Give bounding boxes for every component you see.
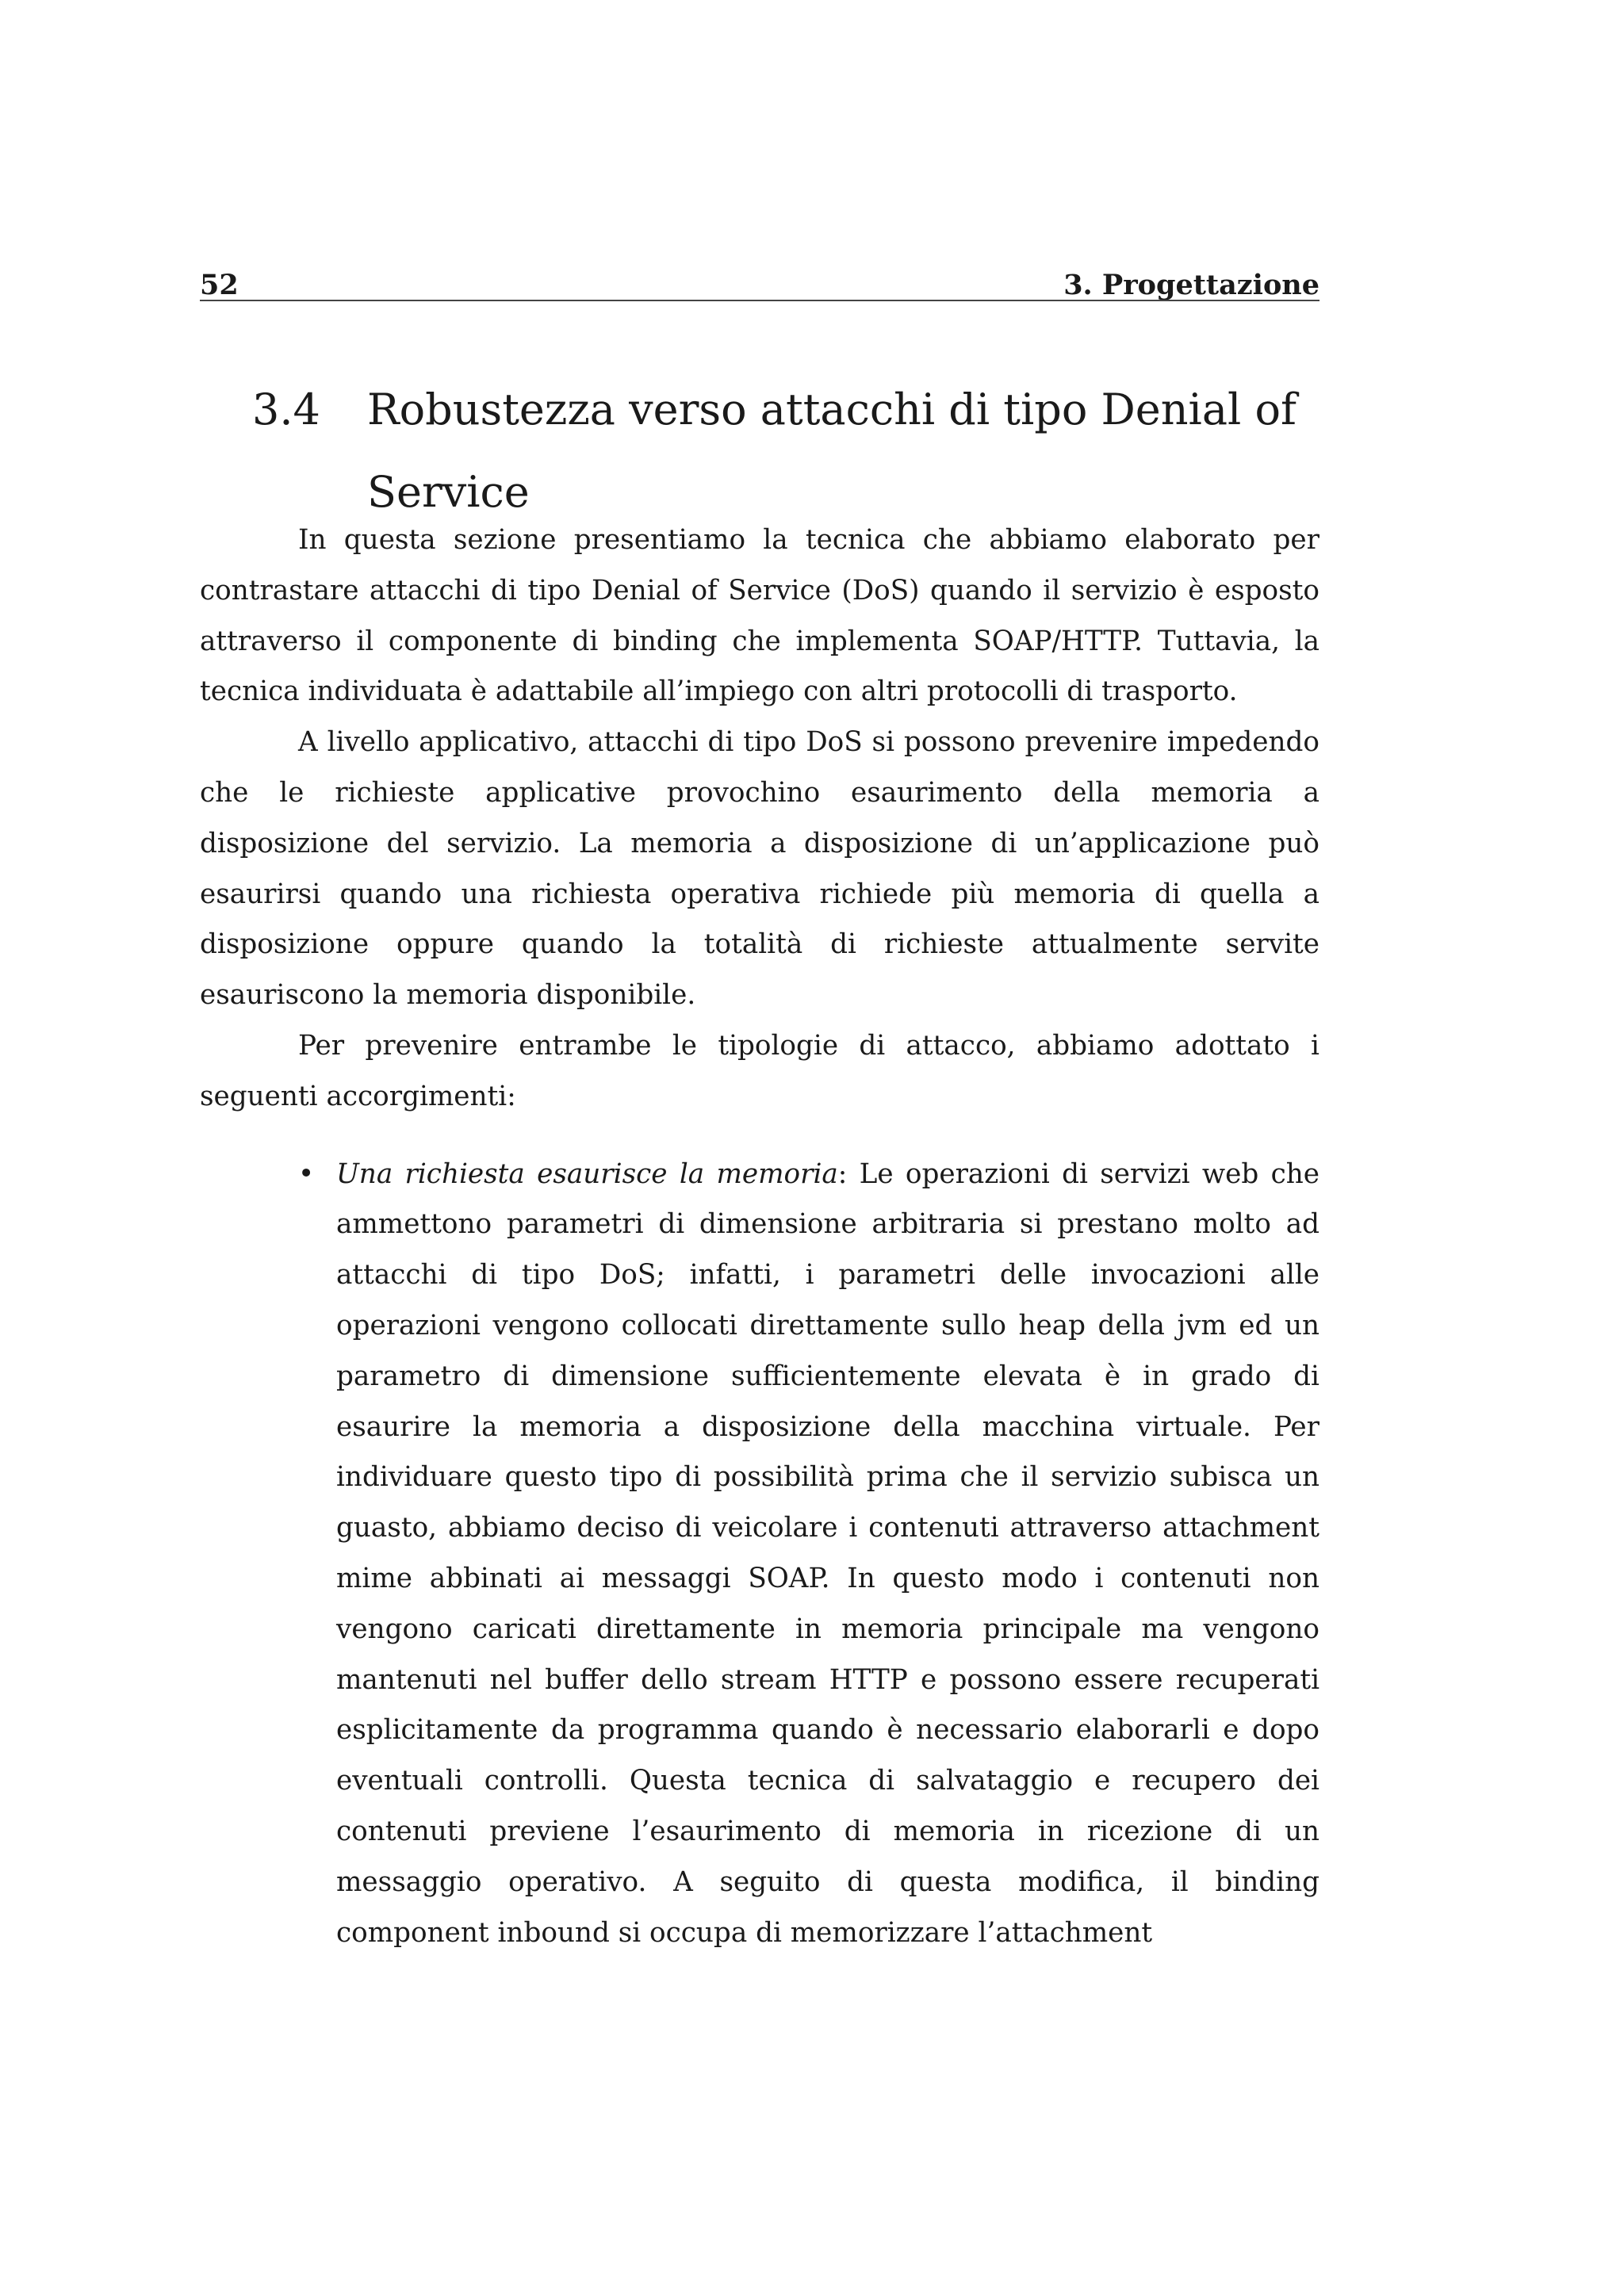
running-header [200, 260, 1320, 301]
bullet-icon: • [298, 1158, 315, 1190]
body-text [200, 515, 1320, 1958]
section-heading [252, 369, 1320, 534]
bullet-list [200, 1150, 1320, 1959]
paragraph-1: In questa sezione presentiamo la tecnica che abbiamo elaborato per contrastare attacchi di tipo Denial of Service (DoS) quando il servizio è esposto attraverso il componente di binding che implementa SOAP/HTTP. Tuttavia, la tecnica individuata è adattabile all’impiego con altri protocolli di trasporto. [200, 524, 1320, 708]
page-number: 52 [200, 269, 239, 301]
list-item-label: Una richiesta esaurisce la memoria [336, 1158, 838, 1190]
section-title: Robustezza verso attacchi di tipo Denial of Service [367, 384, 1297, 517]
document-page [200, 0, 1320, 2296]
list-item [200, 1150, 1320, 1959]
chapter-title: 3. Progettazione [1063, 269, 1320, 301]
list-item-text: : Le operazioni di servizi web che ammettono parametri di dimensione arbitraria si prestano molto ad attacchi di tipo DoS; infatti, i parametri delle invocazioni alle operazioni vengono collocati direttamente sullo heap della jvm ed un parametro di dimensione sufficientemente elevata è in grado di esaurire la memoria a disposizione della macchina virtuale. Per individuare questo tipo di possibilità prima che il servizio subisca un guasto, abbiamo deciso di veicolare i contenuti attraverso attachment mime abbinati ai messaggi SOAP. In questo modo i contenuti non vengono caricati direttamente in memoria principale ma vengono mantenuti nel buffer dello stream HTTP e possono essere recuperati esplicitamente da programma quando è necessario elaborarli e dopo eventuali controlli. Questa tecnica di salvataggio e recupero dei contenuti previene l’esaurimento di memoria in ricezione di un messaggio operativo. A seguito di questa modifica, il binding component inbound si occupa di memorizzare l’attachment [336, 1158, 1320, 1949]
header-rule [200, 300, 1320, 301]
section-number: 3.4 [252, 384, 320, 434]
paragraph-2: A livello applicativo, attacchi di tipo DoS si possono prevenire impedendo che le richieste applicative provochino esaurimento della memoria a disposizione del servizio. La memoria a disposizione di un’applicazione può esaurirsi quando una richiesta operativa richiede più memoria di quella a disposizione oppure quando la totalità di richieste attualmente servite esauriscono la memoria disponibile. [200, 726, 1320, 1012]
paragraph-3: Per prevenire entrambe le tipologie di attacco, abbiamo adottato i seguenti accorgimenti: [200, 1029, 1320, 1112]
